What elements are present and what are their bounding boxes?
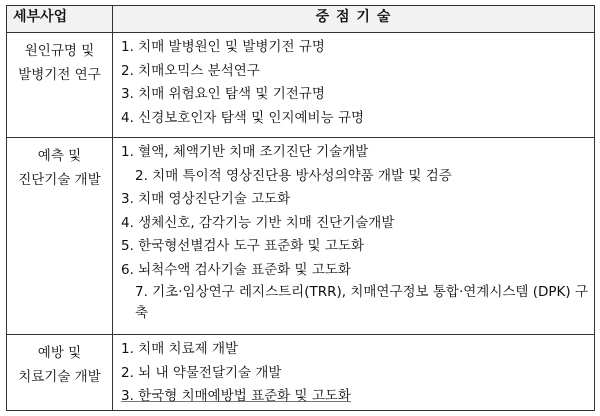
list-item: 2. 뇌 내 약물전달기술 개발 <box>121 364 282 381</box>
list-item: 6. 뇌척수액 검사기술 표준화 및 고도화 <box>121 261 351 278</box>
category-prevention <box>7 335 113 411</box>
category-line: 예측 및 <box>37 148 82 164</box>
table-row-diagnosis <box>7 138 595 335</box>
items-prevention <box>113 335 595 411</box>
category-line: 예방 및 <box>37 345 82 361</box>
list-item: 3. 한국형 치매예방법 표준화 및 고도화 <box>121 388 351 404</box>
items-cause <box>113 33 595 138</box>
category-line: 발병기전 연구 <box>18 67 101 83</box>
table-row-cause <box>7 33 595 138</box>
table-row-prevention <box>7 335 595 411</box>
list-item: 1. 치매 치료제 개발 <box>121 341 239 357</box>
tech-table <box>6 5 595 411</box>
list-item: 3. 치매 위험요인 탐색 및 기전규명 <box>121 86 325 102</box>
list-item: 1. 혈액, 체액기반 치매 조기진단 기술개발 <box>121 144 369 160</box>
list-item: 4. 생체신호, 감각기능 기반 치매 진단기술개발 <box>121 214 395 231</box>
category-line: 치료기술 개발 <box>18 369 101 385</box>
list-item: 3. 치매 영상진단기술 고도화 <box>121 191 291 207</box>
header-row <box>7 6 595 33</box>
list-item: 1. 치매 발병원인 및 발병기전 규명 <box>121 39 325 55</box>
category-line: 진단기술 개발 <box>18 172 101 188</box>
list-item: 2. 치매오믹스 분석연구 <box>121 62 260 79</box>
list-item: 4. 신경보호인자 탐색 및 인지예비능 규명 <box>121 109 364 126</box>
list-item: 7. 기초·임상연구 레지스트리(TRR), 치매연구정보 통합·연계시스템 (DPK) 구축 <box>135 284 588 321</box>
category-diagnosis <box>7 138 113 335</box>
header-subproject: 세부사업 <box>7 6 113 33</box>
header-key-tech: 중 점 기 술 <box>113 6 595 33</box>
items-diagnosis <box>113 138 595 335</box>
list-item: 5. 한국형선별검사 도구 표준화 및 고도화 <box>121 238 364 254</box>
category-cause <box>7 33 113 138</box>
category-line: 원인규명 및 <box>24 43 95 59</box>
list-item: 2. 치매 특이적 영상진단용 방사성의약품 개발 및 검증 <box>135 167 452 184</box>
